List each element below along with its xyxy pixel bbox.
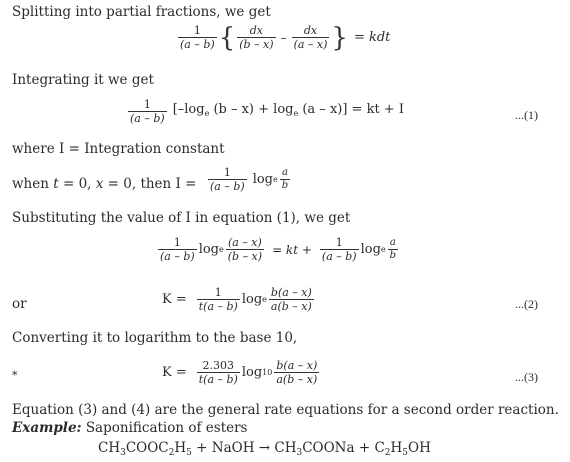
fraction-1-over-t-a-minus-b: $\frac{1}{t(a - b)}$ <box>198 286 238 313</box>
saponification-reaction: $CH_3COOC_2H_5$ + NaOH → $CH_3COONa + C_2H_5OH$ <box>98 440 431 458</box>
equation-substituted: $\frac{1}{(a - b)}$ log e $\frac{(a - x)}{(b - x)}$ = kt + $\frac{1}{(a - b)}$ log e $\frac{a}{b}$ <box>160 236 397 263</box>
fraction-1-over-a-minus-b: $\frac{1}{(a - b)}$ <box>180 24 215 51</box>
fraction-dx-over-a-minus-x: $\frac{dx}{(a - x)}$ <box>293 24 328 51</box>
equation-number-2: ...(2) <box>515 297 538 311</box>
text-substituting: Substituting the value of I in equation (1), we get <box>12 210 351 226</box>
fraction-1-over-a-minus-b: $\frac{1}{(a - b)}$ <box>160 236 195 263</box>
equation-2: K = $\frac{1}{t(a - b)}$ log e $\frac{b(a - x)}{a(b - x)}$ <box>162 286 312 313</box>
equation-number-1: ...(1) <box>515 108 538 122</box>
equation-number-3: ...(3) <box>515 370 538 384</box>
text-when-t-zero: when t = 0, x = 0, then I = <box>12 176 197 192</box>
fraction-1-over-a-minus-b: $\frac{1}{(a - b)}$ <box>130 98 165 125</box>
equation-rhs-kdt: = kdt <box>353 29 391 45</box>
fraction-a-over-b: $\frac{a}{b}$ <box>281 167 289 191</box>
example-label: Example: <box>12 420 82 436</box>
fraction-1-over-a-minus-b: $\frac{1}{(a - b)}$ <box>210 166 245 193</box>
equation-1: $\frac{1}{(a - b)}$ [$-\log_e$ $(b - x) + \log_e (a - x)$] = kt + I <box>130 98 404 125</box>
minus-sign: – <box>280 30 287 45</box>
left-brace: { <box>218 22 236 53</box>
fraction-a-minus-x-over-b-minus-x: $\frac{(a - x)}{(b - x)}$ <box>227 236 263 263</box>
text-partial-fractions: Splitting into partial fractions, we get <box>12 4 271 20</box>
fraction-2303-over-t-a-minus-b: $\frac{2.303}{t(a - b)}$ <box>198 359 238 386</box>
text-general-rate-equations: Equation (3) and (4) are the general rate equations for a second order reaction. <box>12 402 559 418</box>
text-integration-constant: where I = Integration constant <box>12 141 225 157</box>
text-or: or <box>12 296 27 312</box>
example-line <box>12 420 248 436</box>
example-text: Saponification of esters <box>85 420 248 436</box>
right-brace: } <box>331 22 348 53</box>
fraction-a-over-b: $\frac{a}{b}$ <box>389 237 397 261</box>
equation-I: $\frac{1}{(a - b)}$ log e $\frac{a}{b}$ <box>210 166 289 193</box>
asterisk-mark: * <box>12 369 18 382</box>
text-converting-log: Converting it to logarithm to the base 10, <box>12 330 298 346</box>
equation-3: K = $\frac{2.303}{t(a - b)}$ log 10 $\frac{b(a - x)}{a(b - x)}$ <box>162 359 318 386</box>
fraction-b-a-minus-x-over-a-b-minus-x: $\frac{b(a - x)}{a(b - x)}$ <box>276 359 318 386</box>
fraction-dx-over-b-minus-x: $\frac{dx}{(b - x)}$ <box>239 24 274 51</box>
equation-partial-fractions <box>176 24 390 51</box>
fraction-b-a-minus-x-over-a-b-minus-x: $\frac{b(a - x)}{a(b - x)}$ <box>270 286 312 313</box>
text-integrating: Integrating it we get <box>12 72 154 88</box>
fraction-1-over-a-minus-b: $\frac{1}{(a - b)}$ <box>321 236 357 263</box>
